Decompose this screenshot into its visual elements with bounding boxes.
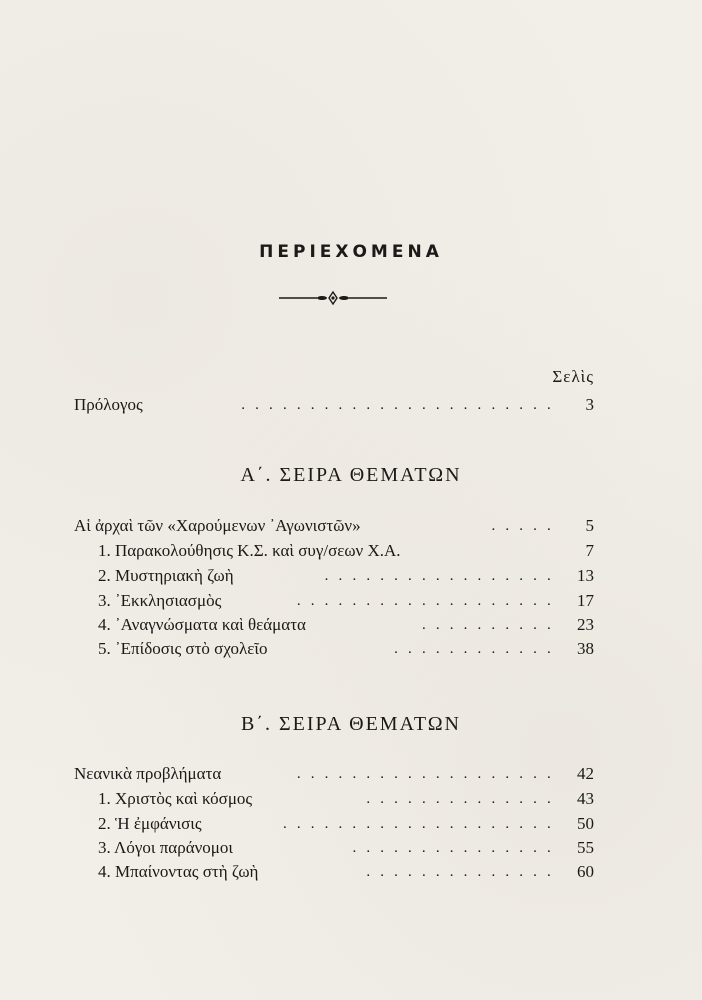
toc-leader-dots: . . . . . . . . . . . . . . . . . . . . [282,816,554,832]
toc-entry-page: 3 [585,395,594,414]
toc-entry [74,565,594,587]
toc-entry [74,614,594,636]
section-a-heading: Α΄. ΣΕΙΡΑ ΘΕΜΑΤΩΝ [240,464,462,486]
toc-entry [74,763,594,785]
toc-entry-label: 4. ᾿Αναγνώσματα καὶ θεάματα [98,615,306,634]
toc-entry-prologue [74,394,594,416]
toc-entry-page: 7 [585,541,594,560]
toc-entry [74,638,594,660]
toc-entry [74,861,594,883]
toc-entry-label: 4. Μπαίνοντας στὴ ζωὴ [98,862,259,881]
toc-entry-page: 38 [577,639,594,658]
toc-leader-dots: . . . . . . . . . . . . . . [366,791,554,807]
toc-entry-label: 3. ᾿Εκκλησιασμὸς [98,591,222,610]
toc-leader-dots: . . . . . . . . . . . . [394,641,554,657]
toc-entry-page: 60 [577,862,594,881]
section-b-heading: Β΄. ΣΕΙΡΑ ΘΕΜΑΤΩΝ [240,713,461,735]
toc-entry-label: 1. Παρακολούθησις Κ.Σ. καὶ συγ/σεων Χ.Α. [98,541,401,560]
toc-entry-page: 13 [577,566,594,585]
toc-entry [74,837,594,859]
toc-leader-dots: . . . . . . . . . . . . . . . [352,840,554,856]
toc-entry [74,813,594,835]
toc-leader-dots: . . . . . . . . . . . . . . [366,864,554,880]
toc-entry-label: 1. Χριστὸς καὶ κόσμος [98,789,253,808]
toc-entry-page: 50 [577,814,594,833]
toc-entry-page: 42 [577,764,594,783]
toc-entry-page: 23 [577,615,594,634]
page-title: ΠΕΡΙΕΧΟΜΕΝΑ [259,242,443,262]
page-column-header: Σελὶς [552,367,594,386]
toc-entry-page: 43 [577,789,594,808]
toc-entry-page: 5 [585,516,594,535]
toc-leader-dots: . . . . . . . . . . . . . . . . . . . [296,593,554,609]
toc-entry-label: 5. ᾿Επίδοσις στὸ σχολεῖο [98,639,268,658]
toc-entry [74,788,594,810]
toc-leader-dots: . . . . . . . . . . [421,617,554,633]
toc-leader-dots: . . . . . . . . . . . . . . . . . [324,568,554,584]
toc-leader-dots: . . . . . [491,518,554,534]
toc-entry-label: 2. Μυστηριακὴ ζωὴ [98,566,234,585]
toc-entry-label: Πρόλογος [74,395,143,414]
toc-entry [74,590,594,612]
toc-entry-label: 2. Ἡ ἐμφάνισις [98,814,202,833]
toc-entry [74,540,594,562]
toc-entry-page: 17 [577,591,594,610]
ornament-divider-icon [279,290,387,306]
toc-entry-label: Νεανικὰ προβλήματα [74,764,222,783]
toc-entry-label: Αἱ ἀρχαὶ τῶν «Χαρούμενων ᾿Αγωνιστῶν» [74,516,361,535]
toc-leader-dots: . . . . . . . . . . . . . . . . . . . [296,766,554,782]
toc-entry-label: 3. Λόγοι παράνομοι [98,838,233,857]
toc-entry [74,515,594,537]
toc-entry-page: 55 [577,838,594,857]
toc-leader-dots: . . . . . . . . . . . . . . . . . . . . . . . [241,397,554,413]
